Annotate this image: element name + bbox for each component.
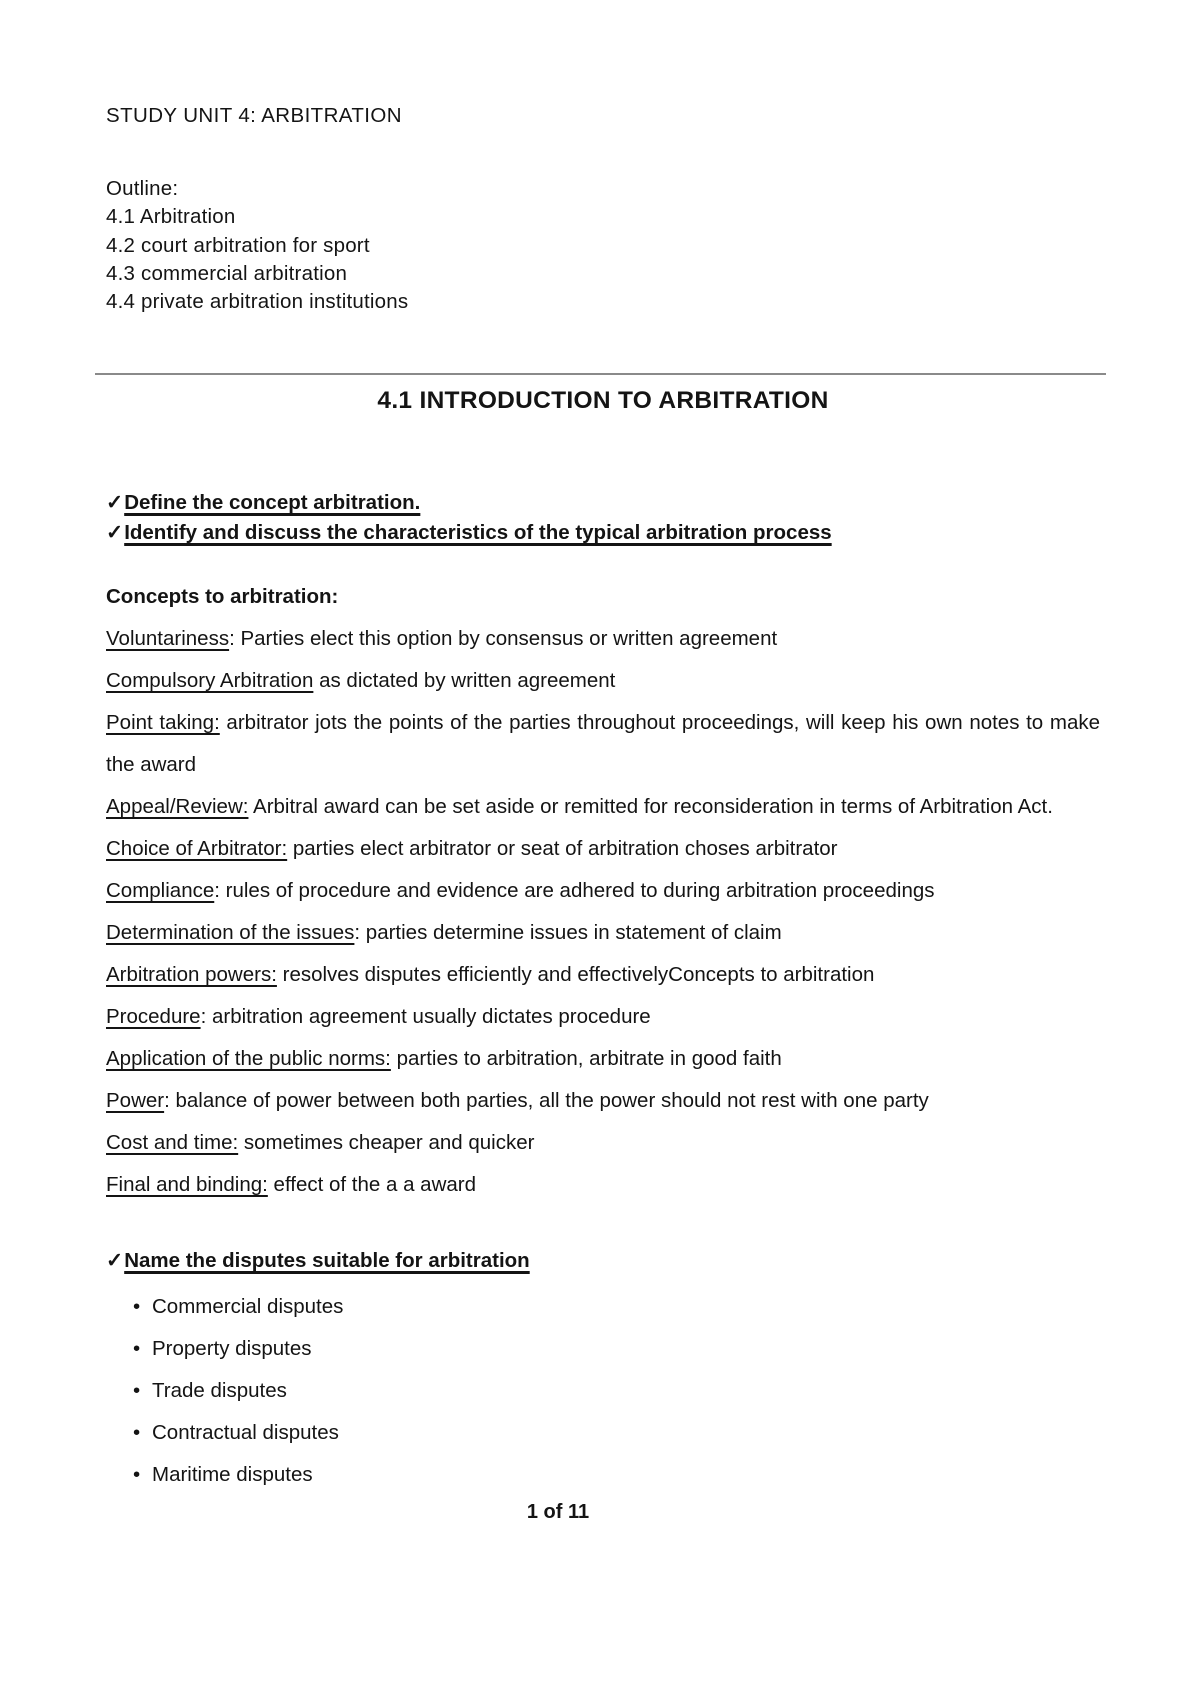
concept-term: Power xyxy=(106,1089,165,1113)
concept-description: : arbitration agreement usually dictates procedure xyxy=(200,1005,651,1029)
concept-line xyxy=(106,954,1100,996)
concept-description: parties to arbitration, arbitrate in good faith xyxy=(390,1047,782,1071)
document-title: STUDY UNIT 4: ARBITRATION xyxy=(106,104,402,127)
concept-term: Application of the public norms: xyxy=(106,1047,391,1071)
concept-line xyxy=(106,660,1100,702)
concept-description: : rules of procedure and evidence are adhered to during arbitration proceedings xyxy=(214,879,935,903)
concept-line xyxy=(106,996,1100,1038)
concept-line xyxy=(106,618,1100,660)
objective-text: Define the concept arbitration. xyxy=(124,491,421,515)
dispute-item: • Property disputes xyxy=(106,1328,1100,1370)
section-divider xyxy=(95,373,1106,375)
concept-description: effect of the a a award xyxy=(267,1173,477,1197)
checkmark-icon: ✓ xyxy=(106,491,124,515)
concept-line xyxy=(106,870,1100,912)
concept-line xyxy=(106,786,1100,828)
concept-term: Appeal/Review: xyxy=(106,795,249,819)
checkmark-icon: ✓ xyxy=(106,521,124,545)
concepts-section xyxy=(106,576,1100,1206)
checkmark-icon: ✓ xyxy=(106,1249,124,1273)
concept-term: Compliance xyxy=(106,879,215,903)
objective-line xyxy=(106,488,1100,518)
concept-line xyxy=(106,1080,1100,1122)
concepts-heading: Concepts to arbitration: xyxy=(106,585,339,609)
concept-description: : balance of power between both parties, all the power should not rest with one party xyxy=(164,1089,929,1113)
outline-label: Outline: xyxy=(106,177,179,200)
concept-line xyxy=(106,1038,1100,1080)
dispute-item: • Maritime disputes xyxy=(106,1454,1100,1496)
concept-line xyxy=(106,1122,1100,1164)
outline-item: 4.1 Arbitration xyxy=(106,205,236,229)
concept-line xyxy=(106,1164,1100,1206)
concept-term: Final and binding: xyxy=(106,1173,268,1197)
concept-term: Procedure xyxy=(106,1005,201,1029)
concept-term: Arbitration powers: xyxy=(106,963,277,987)
concept-description: parties elect arbitrator or seat of arbitration choses arbitrator xyxy=(287,837,838,861)
objectives-list xyxy=(106,488,1100,548)
concept-term: Point taking: xyxy=(106,711,220,735)
concept-description: sometimes cheaper and quicker xyxy=(238,1131,535,1155)
concept-description: resolves disputes efficiently and effectivelyConcepts to arbitration xyxy=(276,963,875,987)
disputes-heading xyxy=(106,1246,1100,1276)
dispute-item: • Commercial disputes xyxy=(106,1286,1100,1328)
concept-description: as dictated by written agreement xyxy=(313,669,616,693)
concept-line xyxy=(106,912,1100,954)
concept-term: Cost and time: xyxy=(106,1131,239,1155)
disputes-list xyxy=(106,1286,1100,1496)
concept-term: Choice of Arbitrator: xyxy=(106,837,288,861)
concept-description: arbitrator jots the points of the parties throughout proceedings, will keep his own notes to make the award xyxy=(106,711,1100,777)
dispute-item: • Trade disputes xyxy=(106,1370,1100,1412)
concept-term: Compulsory Arbitration xyxy=(106,669,314,693)
outline-section xyxy=(106,175,1100,316)
outline-item: 4.2 court arbitration for sport xyxy=(106,233,370,257)
outline-item: 4.3 commercial arbitration xyxy=(106,261,348,285)
objective-text: Identify and discuss the characteristics of the typical arbitration process xyxy=(124,521,832,545)
concept-description: Arbitral award can be set aside or remitted for reconsideration in terms of Arbitration Act. xyxy=(248,795,1053,819)
concept-term: Determination of the issues xyxy=(106,921,355,945)
dispute-item: • Contractual disputes xyxy=(106,1412,1100,1454)
concept-description: : Parties elect this option by consensus or written agreement xyxy=(229,627,778,651)
page-number: 1 of 11 xyxy=(526,1501,590,1524)
outline-item: 4.4 private arbitration institutions xyxy=(106,290,409,314)
section-heading: 4.1 INTRODUCTION TO ARBITRATION xyxy=(377,387,829,415)
concept-term: Voluntariness xyxy=(106,627,230,651)
concept-description: : parties determine issues in statement of claim xyxy=(354,921,782,945)
concept-line xyxy=(106,828,1100,870)
concept-line xyxy=(106,702,1100,786)
disputes-heading-text: Name the disputes suitable for arbitration xyxy=(124,1249,530,1273)
objective-line xyxy=(106,518,1100,548)
